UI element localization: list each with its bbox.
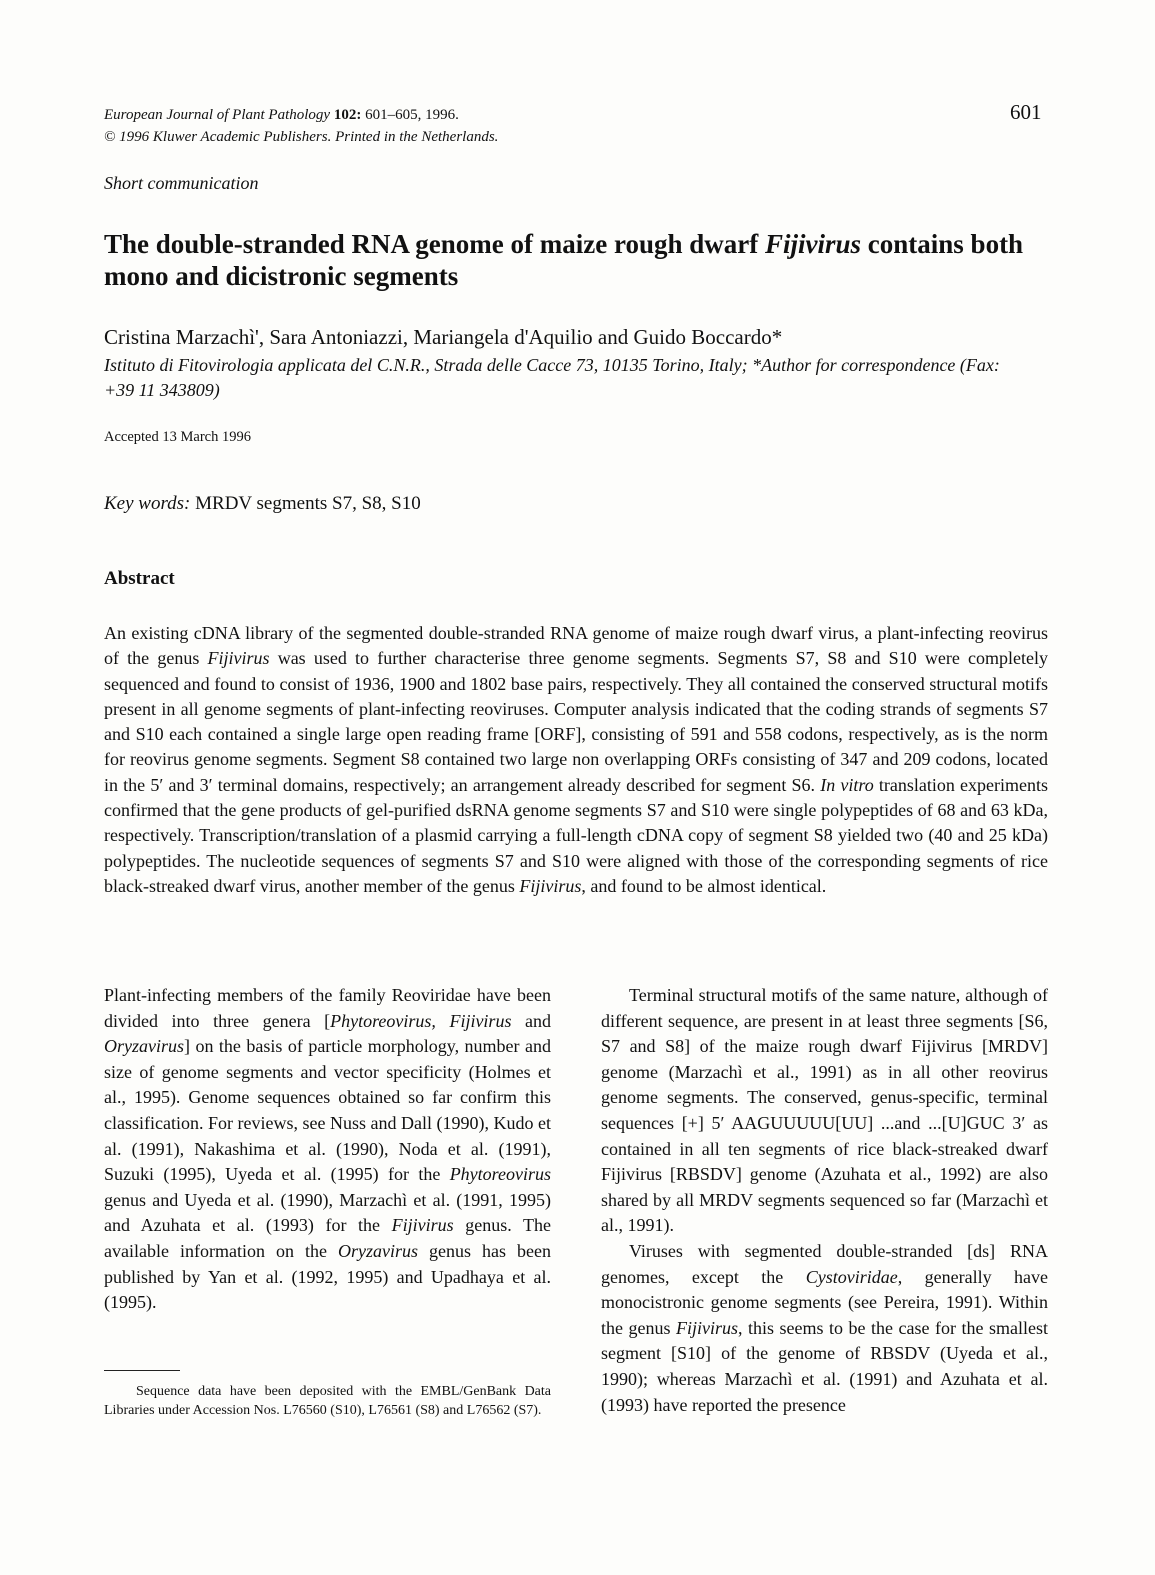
right-italic-1: Cystoviridae	[805, 1266, 898, 1287]
author-list: Cristina Marzachì', Sara Antoniazzi, Mariangela d'Aquilio and Guido Boccardo*	[104, 325, 783, 349]
title-part-2: contains both mono and dicistronic segments	[104, 229, 1024, 291]
footnote-rule	[104, 1370, 180, 1371]
abstract-italic-3: Fijivirus	[519, 875, 582, 896]
journal-name: European Journal of Plant Pathology	[104, 107, 331, 123]
abstract-text-1: An existing cDNA library of the segmented double-stranded RNA genome of maize rough dwarf virus, a plant-infecting reovirus of the genus	[104, 623, 1048, 669]
title-part-1: The double-stranded RNA genome of maize rough dwarf	[104, 229, 765, 259]
keywords-label: Key words:	[104, 493, 191, 514]
left-text-1: Plant-infecting members of the family Reoviridae have been divided into three genera [	[104, 985, 551, 1031]
abstract-italic-1: Fijivirus	[207, 648, 270, 669]
body-column-left	[104, 983, 551, 1316]
abstract-text-2: was used to further characterise three genome segments. Segments S7, S8 and S10 were completely sequenced and found to consist of 1936, 1900 and 1802 base pairs, respectively. They all contained the conserved structural motifs present in all genome segments of plant-infecting reoviruses. Computer analysis indicated that the coding strands of segments S7 and S10 each contained a single large open reading frame [ORF], consisting of 591 and 558 codons, respectively, as is the norm for reovirus genome segments. Segment S8 contained two large non overlapping ORFs consisting of 347 and 209 codons, located in the 5′ and 3′ terminal domains, respectively; an arrangement already described for segment S6.	[104, 648, 1048, 795]
right-paragraph-1: Terminal structural motifs of the same nature, although of different sequence, are present in at least three segments [S6, S7 and S8] of the maize rough dwarf Fijivirus [MRDV] genome (Marzachì et al., 1991) as in all other reovirus genome segments. The conserved, genus-specific, terminal sequences [+] 5′ AAGUUUUU[UU] ...and ...[U]GUC 3′ as contained in all ten segments of rice black-streaked dwarf Fijivirus [RBSDV] genome (Azuhata et al., 1992) are also shared by all MRDV segments sequenced so far (Marzachì et al., 1991).	[601, 985, 1048, 1236]
abstract-italic-2: In vitro	[820, 774, 874, 795]
right-italic-2: Fijivirus	[676, 1317, 739, 1338]
right-text-3: , this seems to be the case for the smallest segment [S10] of the genome of RBSDV (Uyeda et al., 1990); whereas Marzachì et al. (1991) and Azuhata et al. (1993) have reported the presence	[601, 1317, 1049, 1415]
left-text-3: ] on the basis of particle morphology, number and size of genome segments and vector specificity (Holmes et al., 1995). Genome sequences obtained so far confirm this classification. For reviews, see Nuss and Dall (1990), Kudo et al. (1991), Nakashima et al. (1990), Noda et al. (1991), Suzuki (1995), Uyeda et al. (1995) for the	[104, 1036, 551, 1185]
left-text-5: genus. The available information on the	[104, 1215, 551, 1261]
abstract-text-4: , and found to be almost identical.	[581, 875, 827, 896]
left-text-4: genus and Uyeda et al. (1990), Marzachì et al. (1991, 1995) and Azuhata et al. (1993) for the	[104, 1189, 551, 1236]
left-italic-5: Oryzavirus	[338, 1240, 418, 1261]
right-text-1: Viruses with segmented double-stranded [ds] RNA genomes, except the	[601, 1240, 1048, 1287]
citation-line	[104, 104, 498, 126]
abstract-text-3: translation experiments confirmed that the gene products of gel-purified dsRNA genome segments S7 and S10 were single polypeptides of 68 and 63 kDa, respectively. Transcription/translation of a plasmid carrying a full-length cDNA copy of segment S8 yielded two (40 and 25 kDa) polypeptides. The nucleotide sequences of segments S7 and S10 were aligned with those of the corresponding segments of rice black-streaked dwarf virus, another member of the genus	[104, 774, 1049, 896]
title-genus: Fijivirus	[765, 229, 862, 259]
left-text-2: and	[511, 1010, 551, 1031]
journal-pages: 601–605, 1996.	[365, 107, 459, 123]
right-text-2: , generally have monocistronic genome segments (see Pereira, 1991). Within the genus	[601, 1266, 1048, 1338]
abstract-heading: Abstract	[104, 568, 175, 589]
left-italic-3: Phytoreovirus	[449, 1164, 551, 1185]
running-header	[104, 104, 498, 148]
journal-volume: 102:	[333, 107, 362, 123]
left-italic-4: Fijivirus	[391, 1215, 454, 1236]
copyright-line: © 1996 Kluwer Academic Publishers. Printed in the Netherlands.	[104, 129, 499, 145]
left-text-6: genus has been published by Yan et al. (1992, 1995) and Upadhaya et al. (1995).	[104, 1240, 552, 1313]
body-column-right	[601, 983, 1048, 1418]
section-label: Short communication	[104, 173, 259, 193]
affiliation: Istituto di Fitovirologia applicata del C.N.R., Strada delle Cacce 73, 10135 Torino, Italy; *Author for correspondence (Fax: +39 11 343809)	[104, 355, 1000, 400]
right-paragraph-2	[601, 1239, 1048, 1418]
accepted-date: Accepted 13 March 1996	[104, 429, 251, 445]
left-italic-1: Phytoreovirus, Fijivirus	[330, 1010, 512, 1031]
keywords	[104, 493, 421, 515]
keywords-value: MRDV segments S7, S8, S10	[190, 493, 421, 514]
abstract-body	[104, 621, 1048, 899]
footnote: Sequence data have been deposited with the EMBL/GenBank Data Libraries under Accession Nos. L76560 (S10), L76561 (S8) and L76562 (S7).	[104, 1384, 551, 1418]
left-italic-2: Oryzavirus	[104, 1036, 184, 1057]
page-number: 601	[1010, 100, 1042, 124]
paper-title	[104, 228, 1064, 292]
left-paragraph	[104, 983, 551, 1316]
